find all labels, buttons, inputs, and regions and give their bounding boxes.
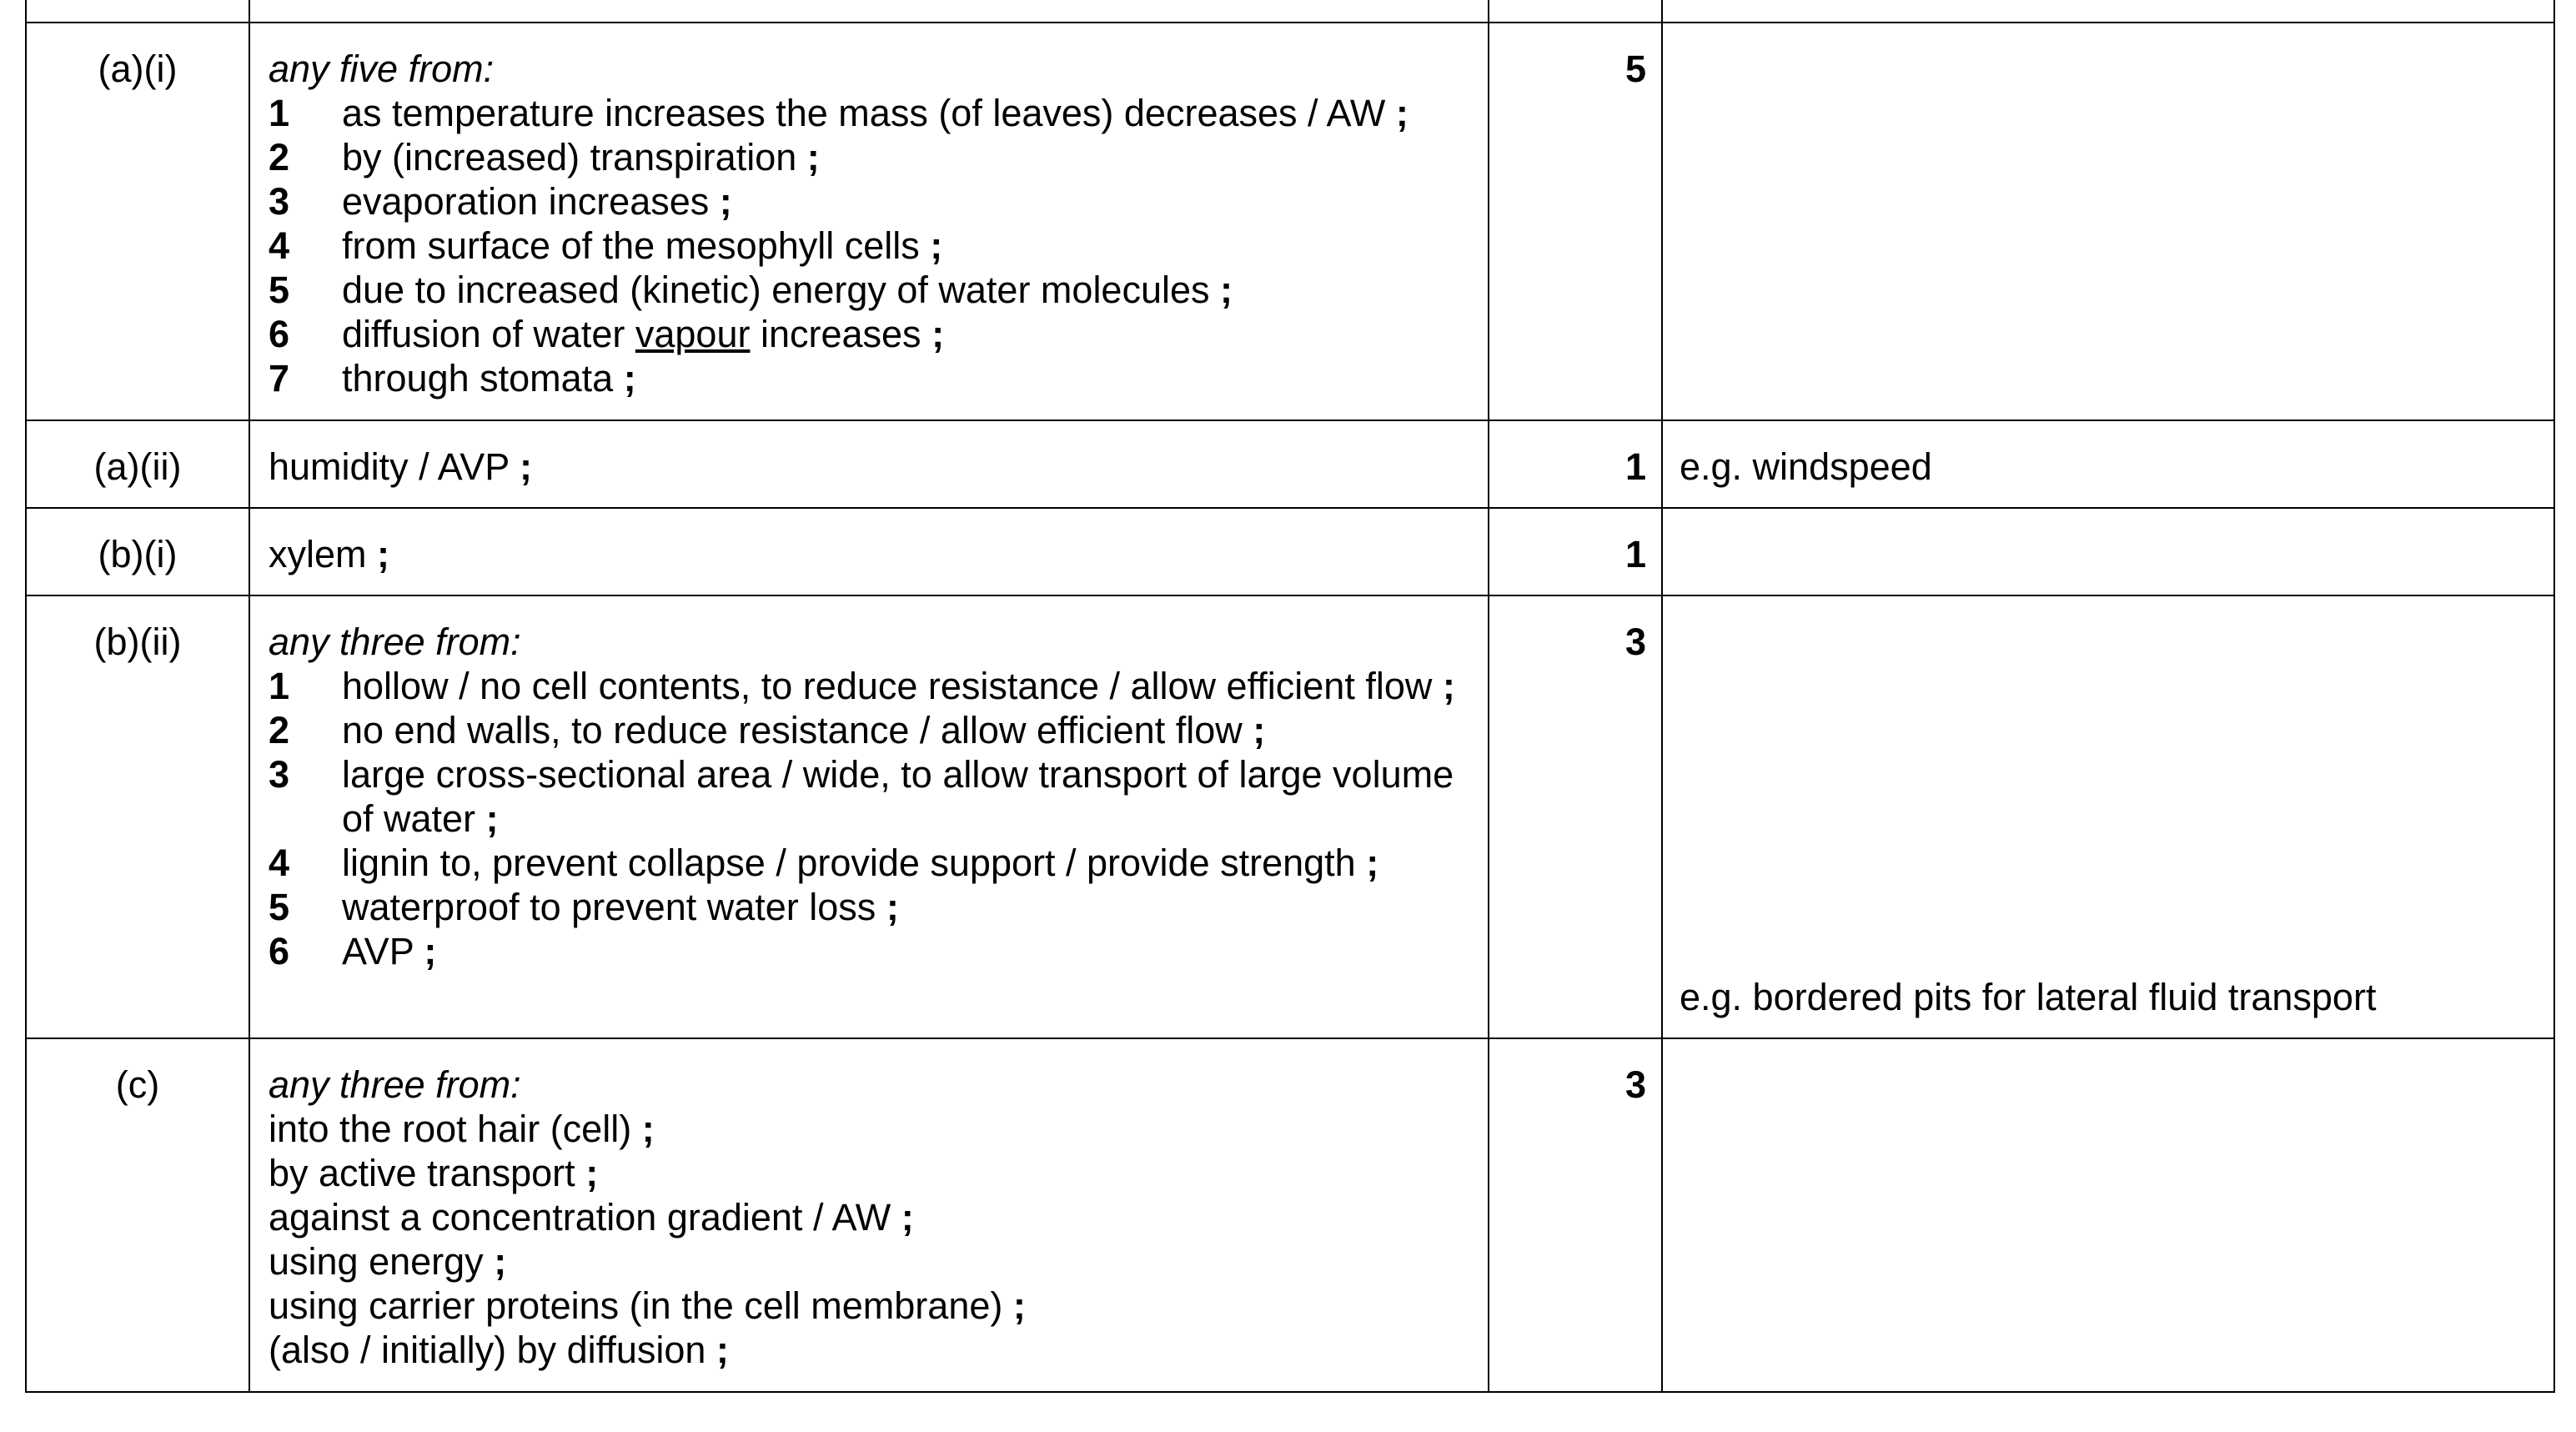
marks-cell: 3 [1489,595,1662,1038]
answer-point [269,224,1471,268]
table-row [26,1038,2554,1392]
answer-line [269,1195,1471,1239]
header-cell [26,0,249,23]
point-text: due to increased (kinetic) energy of water molecules [342,269,1210,311]
mark-semicolon: ; [585,1152,599,1194]
mark-semicolon: ; [1366,842,1379,884]
answer-cell [249,595,1489,1038]
point-text: no end walls, to reduce resistance / allow efficient flow [342,709,1243,751]
answer-point [269,929,1471,973]
question-number: (b)(i) [26,508,249,595]
answer-point [269,268,1471,312]
guidance-cell: e.g. windspeed [1662,420,2554,508]
question-number: (b)(ii) [26,595,249,1038]
guidance-cell [1662,595,2554,1038]
header-row-stub [26,0,2554,23]
table-row [26,508,2554,595]
answer-line [269,1239,1471,1284]
answer-line [269,1151,1471,1195]
point-number: 2 [269,136,290,178]
table-row [26,595,2554,1038]
mark-semicolon: ; [1220,269,1233,311]
line-text: by active transport [269,1152,575,1194]
point-number: 6 [269,930,290,972]
answer-intro: any five from: [269,48,495,90]
point-number: 3 [269,180,290,223]
marks-cell: 1 [1489,508,1662,595]
mark-scheme-table [25,0,2555,1393]
mark-semicolon: ; [930,224,943,267]
line-text: using energy [269,1240,484,1283]
answer-point [269,135,1471,179]
mark-semicolon: ; [931,313,945,355]
answer-point [269,664,1471,708]
answer-text: xylem [269,533,367,575]
answer-point [269,708,1471,752]
mark-semicolon: ; [886,886,899,928]
point-text: through stomata [342,357,614,399]
answer-point [269,841,1471,885]
mark-semicolon: ; [1395,92,1409,134]
mark-semicolon: ; [424,930,437,972]
mark-semicolon: ; [1012,1284,1026,1327]
answer-point [269,91,1471,135]
marks-cell: 5 [1489,23,1662,420]
line-text: using carrier proteins (in the cell membrane) [269,1284,1003,1327]
point-text: AVP [342,930,414,972]
guidance-text: e.g. bordered pits for lateral fluid transport [1680,976,2377,1018]
point-number: 2 [269,709,290,751]
table-row [26,420,2554,508]
point-text: lignin to, prevent collapse / provide support / provide strength [342,842,1356,884]
point-text: waterproof to prevent water loss [342,886,876,928]
point-number: 1 [269,665,290,707]
answer-line [269,1107,1471,1151]
header-cell [249,0,1489,23]
mark-semicolon: ; [1253,709,1266,751]
answer-point [269,752,1471,841]
point-number: 4 [269,842,290,884]
question-number: (c) [26,1038,249,1392]
mark-semicolon: ; [485,797,499,840]
point-text: as temperature increases the mass (of leaves) decreases / AW [342,92,1386,134]
point-number: 5 [269,886,290,928]
line-text: into the root hair (cell) [269,1108,632,1150]
mark-semicolon: ; [377,533,390,575]
mark-semicolon: ; [806,136,820,178]
answer-point [269,179,1471,224]
underlined-keyword: vapour [635,313,751,355]
mark-semicolon: ; [716,1329,729,1371]
point-number: 7 [269,357,290,399]
mark-semicolon: ; [494,1240,507,1283]
point-text: evaporation increases [342,180,710,223]
answer-line [269,1284,1471,1328]
point-text: hollow / no cell contents, to reduce resistance / allow efficient flow [342,665,1433,707]
answer-cell [249,1038,1489,1392]
answer-cell [249,23,1489,420]
answer-point [269,356,1471,400]
point-text: diffusion of water [342,313,635,355]
point-text: by (increased) transpiration [342,136,797,178]
point-number: 6 [269,313,290,355]
point-text: increases [750,313,921,355]
question-number: (a)(i) [26,23,249,420]
line-text: (also / initially) by diffusion [269,1329,706,1371]
answer-point [269,312,1471,356]
mark-semicolon: ; [719,180,732,223]
point-number: 1 [269,92,290,134]
mark-semicolon: ; [520,445,532,488]
answer-intro: any three from: [269,621,521,663]
table-row [26,23,2554,420]
point-number: 4 [269,224,290,267]
answer-line [269,1328,1471,1372]
marks-cell: 3 [1489,1038,1662,1392]
guidance-cell [1662,508,2554,595]
answer-intro: any three from: [269,1063,521,1106]
answer-point [269,885,1471,929]
marks-cell: 1 [1489,420,1662,508]
question-number: (a)(ii) [26,420,249,508]
mark-semicolon: ; [641,1108,655,1150]
point-number: 3 [269,753,290,796]
guidance-cell [1662,23,2554,420]
guidance-cell [1662,1038,2554,1392]
mark-semicolon: ; [1442,665,1455,707]
point-number: 5 [269,269,290,311]
point-text: from surface of the mesophyll cells [342,224,920,267]
mark-semicolon: ; [901,1196,914,1239]
header-cell [1662,0,2554,23]
header-cell [1489,0,1662,23]
answer-text: humidity / AVP [269,445,510,488]
mark-semicolon: ; [623,357,636,399]
point-text: large cross-sectional area / wide, to allow transport of large volume of water [342,753,1454,840]
answer-cell [249,508,1489,595]
line-text: against a concentration gradient / AW [269,1196,891,1239]
answer-cell [249,420,1489,508]
